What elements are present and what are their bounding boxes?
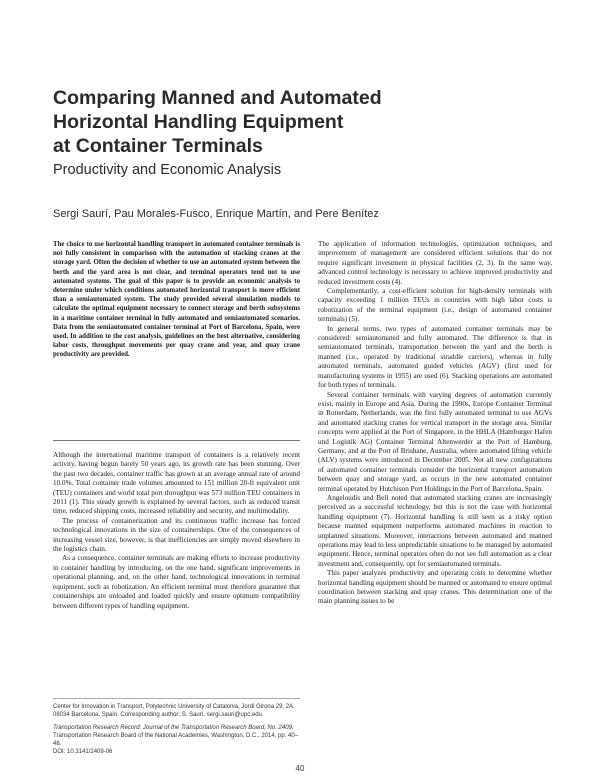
author-list: Sergi Saurí, Pau Morales-Fusco, Enrique Martín, and Pere Benítez: [53, 208, 379, 220]
journal-name: Transportation Research Record: Journal of the Transportation Research Board, No. 2409,: [53, 725, 294, 731]
body-paragraph: Angeloudis and Bell noted that automated stacking cranes are increasingly perceived as a successful technology, but this is not the case with horizontal handling equipment (7). Horizontal handling is still seen as a risky option because manned equipment outperforms automated machines in reaction to unplanned situations. Moreover, interactions between automated and manned operations may lead to less unpredictable situations to be managed by automated equipment. Hence, terminal operators often do not see full automation as a clear investment and, consequently, opt for semiautomated terminals.: [318, 493, 552, 568]
journal-publisher: Transportation Research Board of the National Academies, Washington, D.C., 2014, pp. 40–48.: [53, 733, 299, 747]
body-paragraph: In general terms, two types of automated container terminals may be considered: semiautomated and fully automated. The difference is that in semiautomated terminals, transportation between the yard and the berth is manned (i.e., operated by traditional straddle carriers), whereas in fully automated terminals, automated guided vehicles (AGV) (first used for manufacturing systems in 1955) are used (6). Stacking operations are automated for both types of terminals.: [318, 324, 552, 390]
title-line: Comparing Manned and Automated: [53, 87, 382, 109]
footnote-affiliation: Center for Innovation in Transport, Polytechnic University of Catalonia, Jordi Girona 29, 2A. 08034 Barcelona, Spain. Corresponding author: S. Saurí, sergi.sauri@upc.edu.: [53, 704, 295, 718]
body-paragraph: Complementarily, a cost-efficient solution for high-density terminals with capacity exceeding 1 million TEUs in countries with high labor costs is robotization of the terminal equipment (i.e., design of automated container terminals) (5).: [318, 287, 552, 324]
page-number: 40: [295, 764, 305, 773]
title-line: Horizontal Handling Equipment: [53, 111, 344, 133]
footnote-divider: [53, 698, 300, 699]
left-column-body: [53, 451, 300, 611]
right-column-body: [318, 240, 552, 607]
body-paragraph: Several container terminals with varying degrees of automation currently exist, mainly in Europe and Asia. During the 1990s, Europe Container Terminal in Rotterdam, Netherlands, was the first fully automated terminal to use AGVs and automated stacking cranes for vertical transport in the storage area. Similar concepts were applied at the Port of Singapore, in the HHLA (Hamburger Hafen und Logistik AG) Container Terminal Altenwerder at the Port of Hamburg, Germany, and at the Port of Brisbane, Australia, where automated lifting vehicle (ALV) systems were introduced in December 2005. Not all new configurations of automated container terminals consider the horizontal transport automation between quay and storage yard, as occurs in the new automated container terminal operated by Hutchison Port Holdings in the Port of Barcelona, Spain.: [318, 390, 552, 493]
abstract: The choice to use horizontal handling transport in automated container terminals is not fully consistent in comparison with the automation of stacking cranes at the storage yard. Often the decision of whether to use an automated system between the berth and the yard area is not clear, and terminal operators tend not to use automated systems. The goal of this paper is to provide an economic analysis to determine under which conditions automated horizontal transport is more efficient than a semiautomated system. The study provided several simulation models to calculate the optimal equipment necessary to connect storage and berth subsystems in a maritime container terminal in fully automated and semiautomated scenarios. Data from the semiautomated container terminal at Port of Barcelona, Spain, were used. In addition to the cost analysis, guidelines on the best alternative, considering labor costs, throughput movements per quay crane and year, and quay crane productivity are provided.: [53, 241, 300, 359]
body-paragraph: As a consequence, container terminals are making efforts to increase productivity in container handling by introducing, on the one hand, significant improvements in operational planning, and, on the other hand, technological innovations in terminal equipment, such as robotization. An efficient terminal must therefore guarantee that containerships are unloaded and loaded quickly and ensure optimum compatibility between different types of handling equipment.: [53, 554, 300, 610]
paper-subtitle: Productivity and Economic Analysis: [53, 162, 282, 178]
body-paragraph: The application of information technologies, optimization techniques, and improvement of management are considered efficient solutions that do not require significant investment in physical facilities (2, 3). In the same way, advanced control technology is necessary to achieve improved productivity and reduced investment costs (4).: [318, 240, 552, 286]
title-line: at Container Terminals: [53, 135, 263, 157]
paper-title: [53, 86, 553, 158]
abstract-divider: [53, 440, 300, 441]
doi-text: DOI: 10.3141/2409-06: [53, 749, 113, 755]
body-paragraph: Although the international maritime transport of containers is a relatively recent activity, having begun barely 50 years ago, its growth rate has been stunning. Over the past two decades, container traffic has grown at an average annual rate of around 10.0%. Total container trade volumes amounted to 151 million 20-ft equivalent unit (TEU) containers and world total port throughput was 573 million TEU containers in 2011 (1). This steady growth is explained by several factors, such as reduced transit time, reduced shipping costs, increased reliability and security, and multimodality.: [53, 451, 300, 516]
footnote-citation: [53, 724, 300, 756]
body-paragraph: The process of containerization and its continuous traffic increase has forced technological innovations in the size of containerships. One of the consequences of increasing vessel size, however, is that inefficiencies are simply moved elsewhere in the logistics chain.: [53, 516, 300, 554]
body-paragraph: This paper analyzes productivity and operating costs to determine whether horizontal handling equipment should be manned or automated to ensure optimal coordination between stacking and quay cranes. This determination one of the main planning issues to be: [318, 569, 552, 606]
